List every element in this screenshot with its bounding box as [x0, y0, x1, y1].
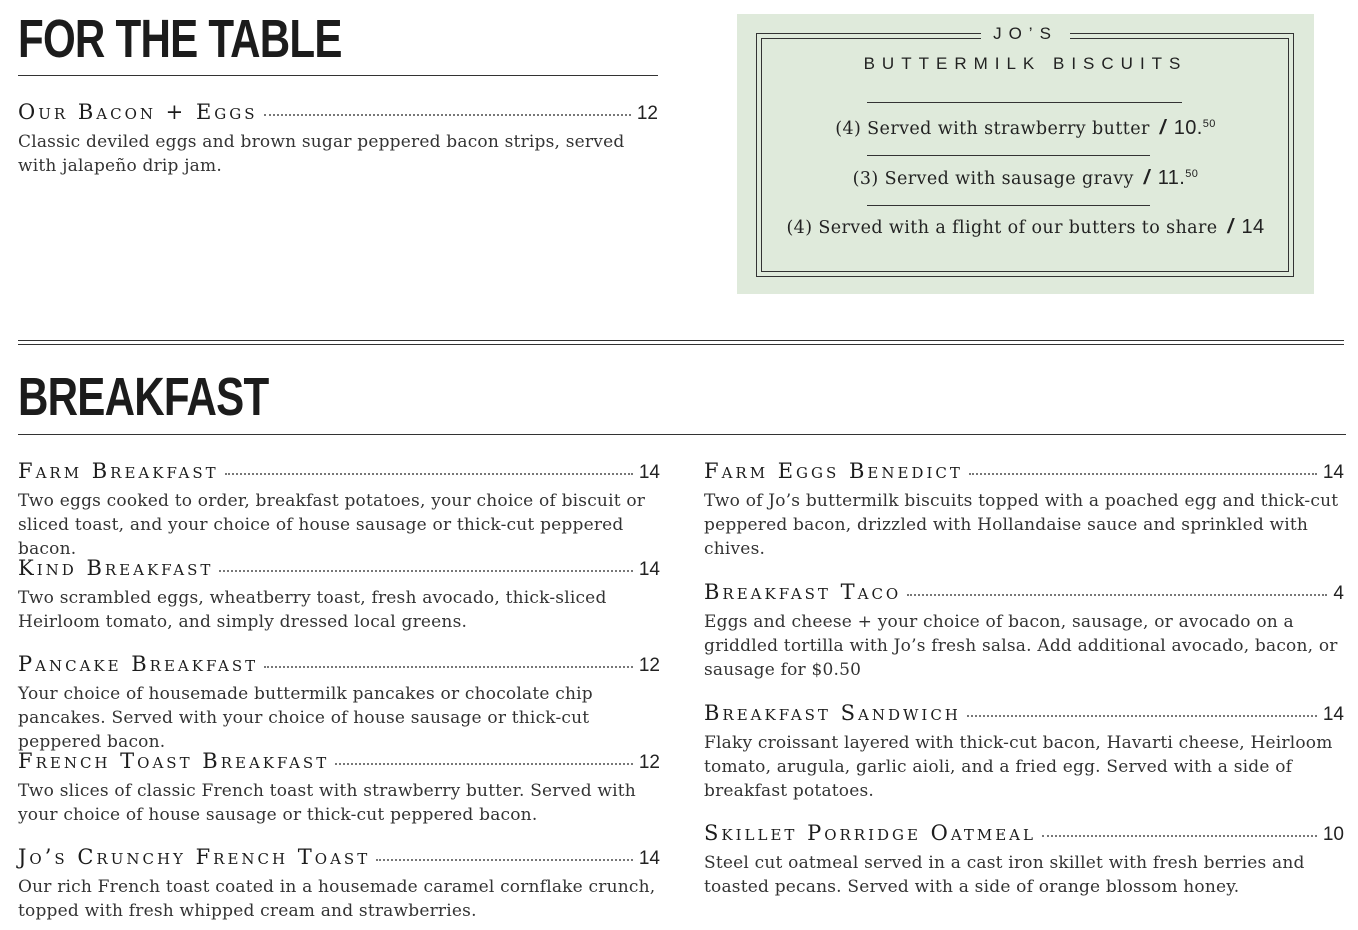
leader-dots	[219, 569, 632, 572]
leader-dots	[907, 593, 1327, 596]
leader-dots	[264, 665, 633, 668]
biscuit-panel	[737, 14, 1314, 294]
menu-item	[18, 845, 660, 923]
item-price: 12	[636, 103, 658, 124]
biscuit-option: (3) Served with sausage gravy / 11.50	[852, 167, 1199, 189]
item-description: Two of Jo’s buttermilk biscuits topped with a poached egg and thick-cut peppered bacon, drizzled with Hollandaise sauce and sprinkled with chives.	[704, 491, 1339, 559]
item-description: Classic deviled eggs and brown sugar peppered bacon strips, served with jalapeño drip jam.	[18, 132, 625, 176]
slash-separator: /	[1227, 216, 1234, 238]
biscuit-title-line1: JO’S	[737, 24, 1314, 44]
menu-item	[18, 100, 658, 178]
biscuit-option-price: 14	[1241, 216, 1265, 238]
item-description: Steel cut oatmeal served in a cast iron skillet with fresh berries and toasted pecans. Served with a side of orange blossom honey.	[704, 853, 1305, 897]
leader-dots	[967, 714, 1317, 717]
leader-dots	[969, 472, 1317, 475]
biscuit-option-price: 10.	[1173, 117, 1203, 139]
leader-dots	[264, 113, 631, 116]
biscuit-divider	[867, 205, 1150, 206]
item-name: Jo’s Crunchy French Toast	[18, 845, 371, 869]
item-price: 14	[638, 559, 660, 580]
item-name: Breakfast Sandwich	[704, 701, 961, 725]
item-price: 12	[638, 655, 660, 676]
slash-separator: /	[1143, 167, 1150, 189]
item-description: Our rich French toast coated in a housemade caramel cornflake crunch, topped with fresh whipped cream and strawberries.	[18, 877, 656, 921]
item-name: Kind Breakfast	[18, 556, 214, 580]
item-price: 12	[638, 752, 660, 773]
menu-item	[704, 821, 1344, 899]
menu-item	[18, 749, 660, 827]
item-name: Farm Breakfast	[18, 459, 219, 483]
section-divider	[18, 340, 1344, 345]
leader-dots	[376, 858, 633, 861]
item-name: Skillet Porridge Oatmeal	[704, 821, 1036, 845]
menu-item	[704, 701, 1344, 803]
item-price: 14	[1322, 462, 1344, 483]
menu-item	[704, 580, 1344, 682]
item-name: Farm Eggs Benedict	[704, 459, 963, 483]
item-description: Eggs and cheese + your choice of bacon, sausage, or avocado on a griddled tortilla with Jo’s fresh salsa. Add additional avocado, bacon, or sausage for $0.50	[704, 612, 1338, 680]
biscuit-option-desc: (3) Served with sausage gravy	[852, 169, 1134, 189]
item-name: Our Bacon + Eggs	[18, 100, 258, 124]
biscuit-option-desc: (4) Served with a flight of our butters to share	[786, 218, 1218, 238]
menu-item	[704, 459, 1344, 561]
slash-separator: /	[1159, 117, 1166, 139]
item-price: 14	[1322, 704, 1344, 725]
item-description: Two scrambled eggs, wheatberry toast, fresh avocado, thick-sliced Heirloom tomato, and simply dressed local greens.	[18, 588, 607, 632]
leader-dots	[335, 762, 633, 765]
leader-dots	[225, 472, 633, 475]
for-the-table-heading: FOR THE TABLE	[18, 9, 342, 69]
for-the-table-rule	[18, 75, 658, 76]
item-price: 14	[638, 462, 660, 483]
biscuit-option: (4) Served with strawberry butter / 10.50	[835, 117, 1216, 139]
breakfast-heading: BREAKFAST	[18, 367, 269, 427]
menu-item	[18, 459, 660, 561]
item-description: Your choice of housemade buttermilk pancakes or chocolate chip pancakes. Served with your choice of house sausage or thick-cut peppered bacon.	[18, 684, 593, 752]
biscuit-divider	[867, 155, 1150, 156]
biscuit-option	[737, 216, 1314, 239]
item-price: 10	[1322, 824, 1344, 845]
item-name: French Toast Breakfast	[18, 749, 330, 773]
item-name: Breakfast Taco	[704, 580, 902, 604]
item-description: Flaky croissant layered with thick-cut bacon, Havarti cheese, Heirloom tomato, arugula, garlic aioli, and a fried egg. Served with a side of breakfast potatoes.	[704, 733, 1333, 801]
biscuit-divider	[867, 102, 1182, 103]
item-description: Two slices of classic French toast with strawberry butter. Served with your choice of house sausage or thick-cut peppered bacon.	[18, 781, 636, 825]
biscuit-option-desc: (4) Served with strawberry butter	[835, 119, 1150, 139]
leader-dots	[1042, 834, 1317, 837]
item-price: 4	[1333, 583, 1344, 604]
item-price: 14	[638, 848, 660, 869]
biscuit-title-line2: BUTTERMILK BISCUITS	[737, 54, 1314, 74]
item-description: Two eggs cooked to order, breakfast potatoes, your choice of biscuit or sliced toast, and your choice of house sausage or thick-cut peppered bacon.	[18, 491, 646, 559]
item-name: Pancake Breakfast	[18, 652, 259, 676]
biscuit-option-price: 11.	[1157, 167, 1186, 189]
menu-item	[18, 652, 660, 754]
menu-item	[18, 556, 660, 634]
breakfast-rule	[18, 434, 1346, 435]
